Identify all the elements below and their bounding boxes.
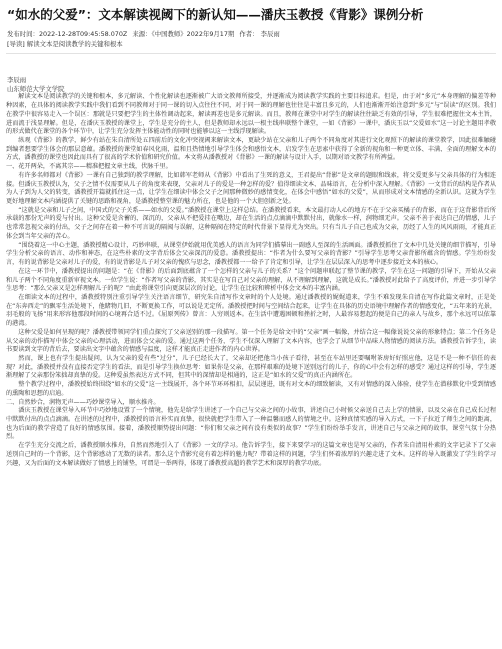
body-paragraph: 在这一环节中，潘教授提出的问题是：“在《背影》的后面到底蕴含了一个怎样的父亲与儿子的关系？”这个问题串联起了整节课的教学，学生在这一问题的引导下，开始从父亲和儿子两个不同角度重新审视文本。一位学生说：“作者写父亲的背影，其实是在写自己对父亲的理解，从不理解到理解，这就是成长。”潘教授对此给予了高度评价，并进一步引导学生思考：“那么父亲又是怎样理解儿子的呢？”由此将课堂引向更深层次的讨论，让学生在比较和辨析中体会文本的丰富内涵。 (6, 267, 496, 293)
body-paragraph: 潘庆玉教授在课堂导入环节中巧妙地设置了一个情境，他先是给学生讲述了一个自己与父亲之间的小故事，讲述自己小时候父亲送自己去上学的情景，以及父亲在自己成长过程中默默付出的点点滴滴。在讲述的过程中，潘教授的语言朴实而真挚，很快就把学生带入了一种温馨而感人的情境之中。这种真情实感的导入方式，一下子拉近了师生之间的距离，也为后面的教学营造了良好的情感氛围。接着，潘教授顺势提出问题：“你们和父亲之间有没有类似的故事？”学生们纷纷举手发言，讲述自己与父亲之间的故事，课堂气氛十分热烈。 (6, 407, 496, 441)
body-paragraph: 这种父爱是如何呈现的呢？潘教授带领同学们重点探究了父亲送别的那一段描写。第一个任务是给文中的“父亲”画一幅像，并结合这一幅像说说父亲的形象特点；第二个任务是从父亲的动作描写中体会父亲的心理活动，进而体会父亲的爱。通过这两个任务，学生不仅深入理解了文本内容，也学会了从细节中品味人物情感的阅读方法。潘教授告诉学生，读书要读到文字的背后去，要读出文字中蕴含的情感与温度，这样才能真正走进作者的内心世界。 (6, 328, 496, 354)
body-paragraph: 然而，课上也有学生提出疑问，认为父亲的爱有些“过分”，儿子已经长大了，父亲却还把他当小孩子看待，甚至在车站里还要嘱咐茶房好好照应他，这是不是一种不信任的表现？对此，潘教授并没有直接否定学生的看法，而是引导学生换位思考：如果你是父亲，在那样艰难的处境下送别远行的儿子，你的心中会有怎样的感受？通过这样的引导，学生逐渐理解了父亲那份笨拙却真挚的爱。这种爱虽然表达方式不同，但其中的深情却是相通的，这正是“如水的父爱”的真正内涵所在。 (6, 354, 496, 380)
body-paragraph: 纵观《背影》的教学，鲜少有站在朱自清所处五四前后的文化冲突视阈来解读文本，更缺少站在父亲和儿子两个不同角度对其进行文化观照下的解读的课堂教学，因此很难触碰到编者想要学生体会的那层意蕴。潘教授的课堂如春风化雨，温和且热情地引导学生体会和感悟文本，启发学生在思索中获得了全新的视角和一种更立体、丰满、全面的理解文本的方式，潘教授的课堂也因此而具有了很高的学术价值和研究价值。本文将从潘教授对《背影》一课的解读与设计入手，以期对语文教学有所裨益。 (6, 137, 496, 162)
section-heading: 二、自然妙合，润物无声——巧妙课堂导入，顺水推舟。 (6, 398, 160, 406)
body-paragraph: 在细读文本的过程中，潘教授特别注重引导学生关注语言细节，研究朱自清写作文章时的个人处境。通过潘教授的娓娓道来，学生不难发现朱自清在写作此篇文章时，正是处在“东奔西走”的飘零生活处境下，他睹物几旧，不断更换工作，可以说是无定所。潘教授把时间与空间结合起来，让学生在具体的历史语境中理解作者的情感变化，“五年来的光景，羽毛般的飞扬”用来形容他那段时间的心境再合适不过。《屈原列传》曾言：人穷则返本。在生活中遭遇困顿和挫折之时，人最容易想起的便是自己的亲人与故乡，那个永远可以依靠的港湾。 (6, 293, 496, 328)
section-heading: 一、花开两朵，不离其宗——精准把握文章主线，伏脉千里。 (6, 163, 172, 171)
body-paragraph: “这就是父亲和儿子之间，中国式的父子关系——如水的父爱。”潘教授在课堂上这样总结。在潘教授看来，本文最打动人心的地方不在于父亲买橘子的背影，而在于这背影背后所承载的那份无声的爱与付出。这种父爱是含蓄的、深沉的，父亲从不把爱挂在嘴边，却在生活的点点滴滴中默默付出，就像水一样，润物细无声。父亲不善于表达自己的情感，儿子也常常忽视父亲的付出，父子之间存在着一种不可言说的隔阂与误解，这种隔阂在特定的时代背景下显得尤为突出。只有当儿子自己也成为父亲，历经了人生的风风雨雨，才能真正体会到当年父亲的苦心。 (6, 206, 496, 240)
publish-time: 发布时间：2022-12-28T09:45:58.070Z (7, 30, 128, 38)
author-affiliation: 山东师范大学文学院 (7, 84, 65, 93)
article-meta (7, 30, 496, 39)
body-paragraph: 整个教学过程中，潘教授始终围绕“如水的父爱”这一主线展开，各个环节环环相扣，层层递进，既有对文本的细致解读，又有对情感的深入体验，使学生在潜移默化中受到情感的熏陶和思想的启迪。 (6, 381, 496, 397)
article-title: “如水的父爱”：文本解读视阈下的新认知——潘庆玉教授《背影》课例分析 (7, 7, 424, 22)
source-label: 来源：《中国教师》2022年9月17期 (132, 30, 235, 38)
body-paragraph: 在学生充分交流之后，潘教授顺水推舟，自然而然地引入了《背影》一文的学习。他告诉学生，接下来要学习的这篇文章也是写父亲的，作者朱自清用朴素的文字记录下了父亲送别自己时的一个背影，这个背影感动了无数的读者。那么这个背影究竟有着怎样的魅力呢？带着这样的问题，学生们怀着浓厚的兴趣走进了文本。这样的导入既激发了学生的学习兴趣，又为后面的文本解读做好了情感上的铺垫，可谓是一举两得，体现了潘教授高超的教学艺术和深厚的教学功底。 (6, 442, 496, 467)
divider (6, 53, 496, 54)
author-label: 作者： 李辰雨 (239, 30, 280, 38)
body-paragraph: 有许多名师都对《背影》一课有自己独到的教学理解，比如韩军老师从《背影》中看出了生死的意义，王君提出“背影”是文章的题眼和线索，将父爱更多与父亲具体的行为相连接。但潘庆玉教授认为，父子之情不仅需要从儿子的角度来表现，父亲对儿子的爱是一种怎样的爱？值得细读文本、品味语言，在分析中深入理解。《背影》一文背后的结构是作者从为人子到为人父的转变，潘教授开篇就抓住这一点，让学生在细读中体会父子之间那种微妙的感情变化，在体会中感悟“如水的父爱”，从而形成对文本情感的全新认识。这就为学生更好地理解文本内涵提供了关键的思路和视角，是潘教授整堂课的魅力所在，也是他的一个大胆创新之处。 (6, 171, 496, 206)
body-paragraph: “围绕着这一中心主题，潘教授精心设计，巧妙串联，从课堂伊始就用优美感人的语言为同学们描摹出一副感人至深的生活画面。潘教授抓住了文本中几处关键的细节描写，引导学生分析父亲的语言、动作和神态，在这些朴素的文字背后体会父亲深沉的爱意。潘教授提出：“作者为什么要写父亲的背影？”引导学生思考父亲背影所蕴含的情感。学生纷纷发言，有的说背影是父亲对儿子的爱，有的说背影是儿子对父亲的愧疚与思念，潘教授都一一给予了肯定和引导，让学生在层层深入的思考中逐步接近文本的核心。 (6, 241, 496, 267)
author-name: 李辰雨 (7, 76, 27, 84)
guide-text: [导读] 解读文本是阅读教学的关键和根本 (7, 40, 123, 48)
article-body (6, 93, 496, 468)
body-paragraph: 解读文本是阅读教学的关键和根本，多元解读、个性化解读也逐渐被广大语文教师所接受，并逐渐成为阅读教学实践的主要目标追求。但是，由于对“多元”本身理解的偏差等种种因素，在具体的阅读教学实践中我们看到不同教师对于同一课的切入点往往不同，对于同一课的理解也往往是丰富且多元的，人们也渐渐开始注意到“多元”与“误读”的区别。我们在教学中很容易走入一个误区：那就是只要把学生的主体性调动起来，解读再差也是多元解读。而且，教师在课堂中对学生的解读往往缺乏有效的引导，学生很难把握住文本主旨，进而流于浅显理解。但是，在潘庆玉教授的课堂上，学生是充分的主人，但是教师却永远以一根主线串联整个课堂，一如《背影》一课中，潘庆玉以“父爱如水”这一讨论主题用孝敬的形式做代在课堂的各个环节中，让学生充分发挥主体能动性的同时也能够以这一主线浮现解读。 (6, 93, 496, 136)
